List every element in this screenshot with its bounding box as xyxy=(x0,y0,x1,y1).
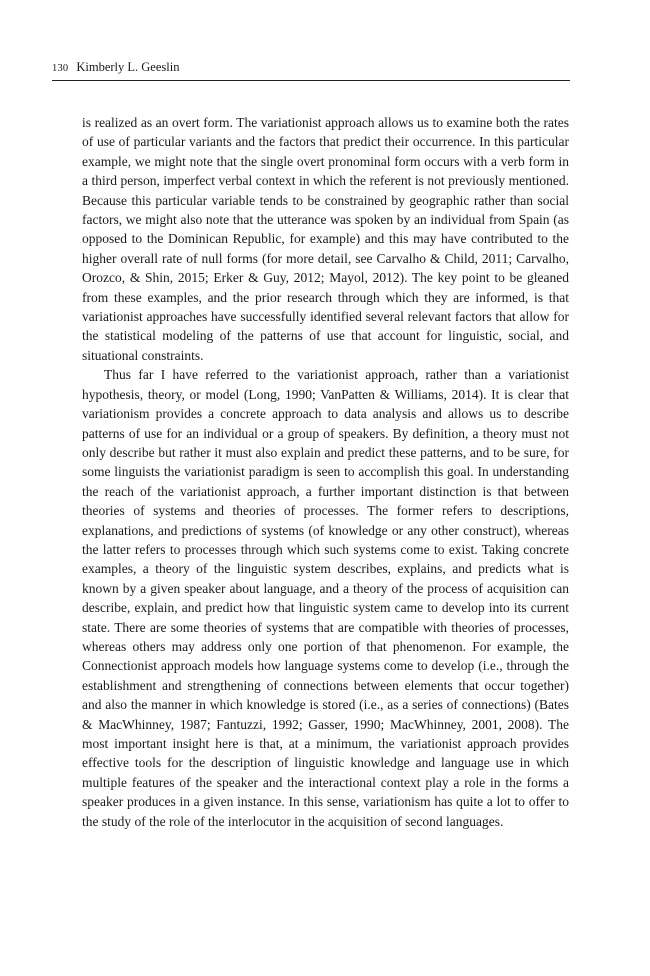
paragraph-variationist-approach: Thus far I have referred to the variationist approach, rather than a variationist hypothesis, theory, or model (Long, 1990; VanPatten & Williams, 2014). It is clear that variationism provides a concrete approach to data analysis and allows us to describe patterns of use for an individual or a group of speakers. By definition, a theory must not only describe but rather it must also explain and predict these patterns, and to be sure, for some linguists the variationist paradigm is seen to accomplish this goal. In understanding the reach of the variationist approach, a further important distinction is that between theories of systems and theories of processes. The former refers to descriptions, explanations, and predictions of systems (of knowledge or any other construct), whereas the latter refers to processes through which such systems come to exist. Taking concrete examples, a theory of the linguistic system describes, explains, and predicts what is known by a given speaker about language, and a theory of the process of acquisition can describe, explain, and predict how that linguistic system came to develop into its current state. There are some theories of systems that are compatible with theories of processes, whereas others may address only one portion of that phenomenon. For example, the Connectionist approach models how language systems come to develop (i.e., through the establishment and strengthening of connections between elements that occur together) and also the manner in which knowledge is stored (i.e., as a series of connections) (Bates & MacWhinney, 1987; Fantuzzi, 1992; Gasser, 1990; MacWhinney, 2001, 2008). The most important insight here is that, at a minimum, the variationist approach provides effective tools for the description of linguistic knowledge and language use in which multiple features of the speaker and the interactional context play a role in the forms a speaker produces in a given instance. In this sense, variationism has quite a lot to offer to the study of the role of the interlocutor in the acquisition of second languages. xyxy=(82,367,569,829)
paragraph-continued: is realized as an overt form. The variationist approach allows us to examine both the rates of use of particular variants and the factors that predict their occurrence. In this particular example, we might note that the single overt pronominal form occurs with a verb form in a third person, imperfect verbal context in which the referent is not previously mentioned. Because this particular variable tends to be constrained by geographic rather than social factors, we might also note that the utterance was spoken by an individual from Spain (as opposed to the Dominican Republic, for example) and this may have contributed to the higher overall rate of null forms (for more detail, see Carvalho & Child, 2011; Carvalho, Orozco, & Shin, 2015; Erker & Guy, 2012; Mayol, 2012). The key point to be gleaned from these examples, and the prior research through which they are informed, is that variationist approaches have successfully identified several relevant factors that allow for the statistical modeling of the patterns of use that account for linguistic, social, and situational constraints. xyxy=(82,115,569,363)
page-number: 130 xyxy=(52,63,69,74)
body-text xyxy=(82,113,569,831)
running-head xyxy=(52,58,570,81)
running-head-author: Kimberly L. Geeslin xyxy=(76,60,180,74)
